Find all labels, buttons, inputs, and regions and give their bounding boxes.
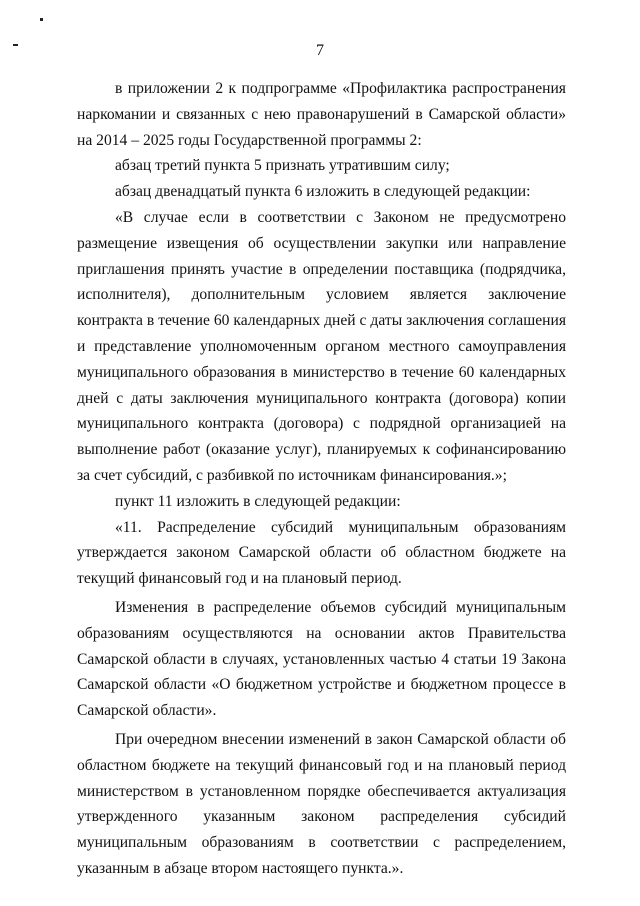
- page-number: 7: [316, 42, 324, 59]
- paragraph-item-5: абзац третий пункта 5 признать утратившим силу;: [115, 157, 450, 175]
- paragraph-item-6: абзац двенадцатый пункта 6 изложить в следующей редакции:: [115, 183, 531, 201]
- document-body: [77, 76, 566, 882]
- paragraph-item-11-text: «11. Распределение субсидий муниципальным образованиям утверждается законом Самарской области об областном бюджете на текущий финансовый год и на плановый период.: [77, 518, 566, 588]
- paragraph-intro: в приложении 2 к подпрограмме «Профилактика распространения наркомании и связанных с нею правонарушений в Самарской области» на 2014 – 2025 годы Государственной программы 2:: [77, 80, 566, 149]
- paragraph-item-6-text: «В случае если в соответствии с Законом не предусмотрено размещение извещения об осуществлении закупки или направление приглашения принять участие в определении поставщика (подрядчика, исполнителя), дополнительным условием является заключение контракта в течение 60 календарных дней с даты заключения соглашения и представление уполномоченным органом местного самоуправления муниципального образования в министерство в течение 60 календарных дней с даты заключения муниципального контракта (договора) копии муниципального контракта (договора) с подрядной организацией на выполнение работ (оказание услуг), планируемых к софинансированию за счет субсидий, с разбивкой по источникам финансирования.»;: [77, 208, 566, 484]
- scan-artifact-dot: [40, 18, 43, 21]
- paragraph-changes: Изменения в распределение объемов субсидий муниципальным образованиям осуществляются на основании актов Правительства Самарской области в случаях, установленных частью 4 статьи 19 Закона Самарской области «О бюджетном устройстве и бюджетном процессе в Самарской области».: [77, 598, 566, 720]
- paragraph-actualization: При очередном внесении изменений в закон Самарской области об областном бюджете на текущий финансовый год и на плановый период министерством в установленном порядке обеспечивается актуализация утвержденного указанным законом распределения субсидий муниципальным образованиям в соответствии с распределением, указанным в абзаце втором настоящего пункта.».: [77, 730, 566, 877]
- paragraph-item-11: пункт 11 изложить в следующей редакции:: [115, 492, 401, 510]
